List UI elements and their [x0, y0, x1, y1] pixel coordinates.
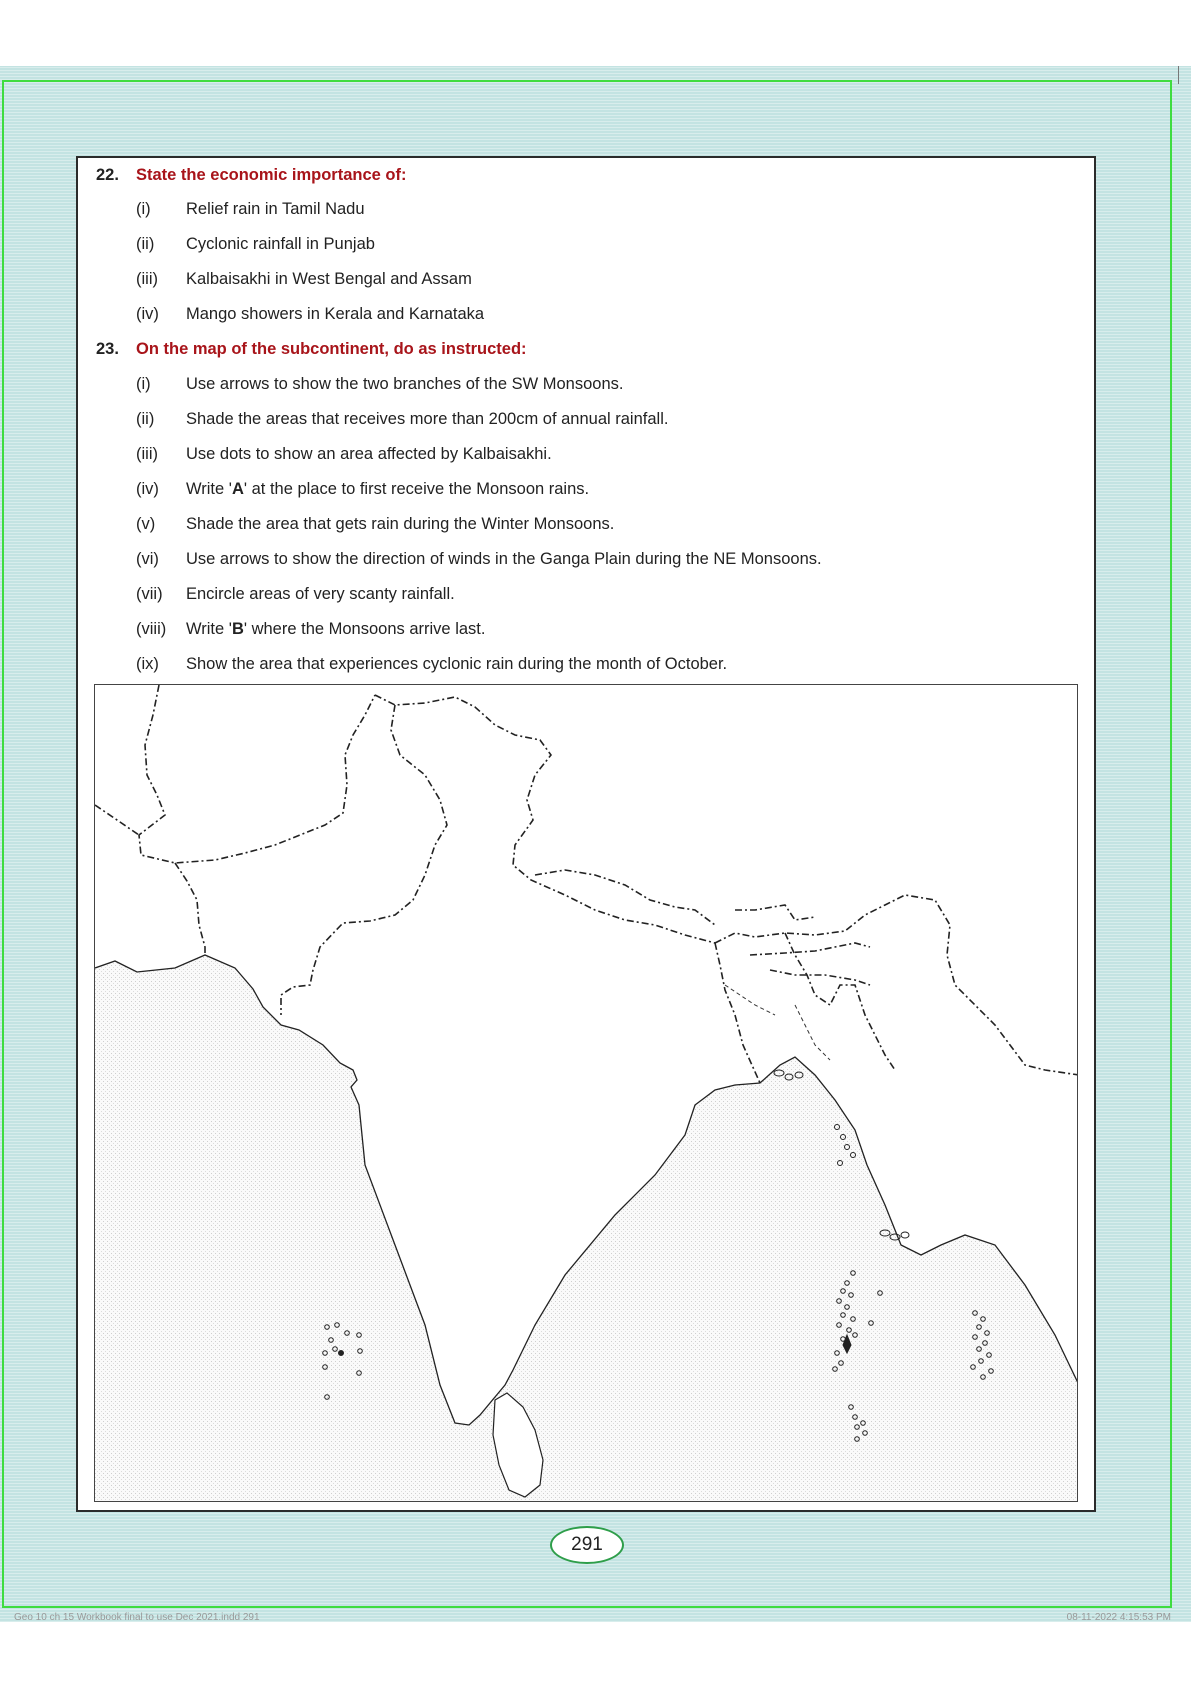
list-item: (iii) Kalbaisakhi in West Bengal and Assam: [136, 270, 472, 288]
question-text: On the map of the subcontinent, do as instructed:: [136, 340, 527, 358]
list-item: (iv) Mango showers in Kerala and Karnataka: [136, 305, 485, 323]
page-number: 291: [550, 1526, 624, 1564]
list-item: (iii) Use dots to show an area affected by Kalbaisakhi.: [136, 445, 552, 463]
question-text: State the economic importance of:: [136, 166, 407, 184]
subcontinent-map: [95, 685, 1078, 1502]
question-number: 23.: [96, 340, 119, 358]
list-item: (i) Relief rain in Tamil Nadu: [136, 200, 365, 218]
footer-filename: Geo 10 ch 15 Workbook final to use Dec 2021.indd 291: [14, 1612, 260, 1623]
list-item: (ii) Shade the areas that receives more than 200cm of annual rainfall.: [136, 410, 669, 428]
list-item: (v) Shade the area that gets rain during the Winter Monsoons.: [136, 515, 615, 533]
worksheet-page: [76, 156, 1096, 1512]
question-23-heading: [96, 340, 527, 359]
list-item: (ii) Cyclonic rainfall in Punjab: [136, 235, 375, 253]
list-item: (vi) Use arrows to show the direction of winds in the Ganga Plain during the NE Monsoons.: [136, 550, 822, 568]
question-22-heading: [96, 166, 406, 185]
bay-of-bengal: [513, 1057, 1078, 1502]
list-item: (ix) Show the area that experiences cyclonic rain during the month of October.: [136, 655, 728, 673]
trim-mark: [1178, 66, 1179, 84]
list-item: (vii) Encircle areas of very scanty rainfall.: [136, 585, 455, 603]
question-number: 22.: [96, 166, 119, 184]
list-item: (i) Use arrows to show the two branches of the SW Monsoons.: [136, 375, 624, 393]
list-item: (viii) Write 'B' where the Monsoons arrive last.: [136, 620, 486, 638]
list-item: (iv) Write 'A' at the place to first receive the Monsoon rains.: [136, 480, 590, 498]
arabian-sea: [95, 955, 520, 1502]
footer-timestamp: 08-11-2022 4:15:53 PM: [1066, 1612, 1171, 1623]
outline-map: [94, 684, 1078, 1502]
